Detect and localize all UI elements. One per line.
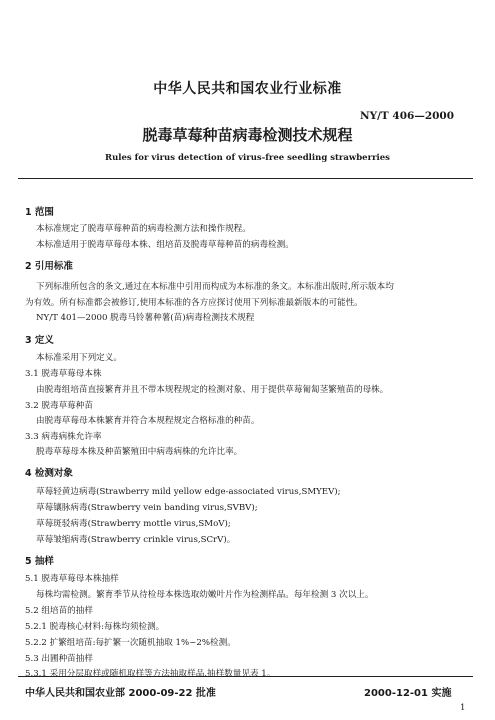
section-5-1-heading: 5.1 脱毒草莓母本株抽样 xyxy=(25,574,119,584)
section-5-heading: 5 抽样 xyxy=(25,556,54,567)
section-2-reference: NY/T 401—2000 脱毒马铃薯种薯(苗)病毒检测技术规程 xyxy=(36,313,255,323)
page-number: 1 xyxy=(460,703,466,713)
section-2-paragraph-line-1: 下列标准所包含的条文,通过在本标准中引用而构成为本标准的条文。本标准出版时,所示版本均 xyxy=(36,282,394,292)
virus-item-smyev: 草莓轻黄边病毒(Strawberry mild yellow edge-associated virus,SMYEV); xyxy=(36,487,341,497)
section-1-paragraph-2: 本标准适用于脱毒草莓母本株、组培苗及脱毒草莓种苗的病毒检测。 xyxy=(36,240,294,250)
section-3-3-text: 脱毒草莓母本株及种苗繁殖田中病毒病株的允许比率。 xyxy=(36,447,243,457)
section-3-1-text: 由脱毒组培苗直接繁育并且不带本规程规定的检测对象、用于提供草莓匍匐茎繁殖苗的母株。 xyxy=(36,385,389,395)
section-3-2-heading: 3.2 脱毒草莓种苗 xyxy=(25,401,93,411)
section-1-heading: 1 范围 xyxy=(25,207,54,218)
virus-item-smov: 草莓斑驳病毒(Strawberry mottle virus,SMoV); xyxy=(36,519,231,529)
section-3-1-heading: 3.1 脱毒草莓母本株 xyxy=(25,369,102,379)
section-5-1-text: 每株均需检测。繁育季节从待检母本株选取幼嫩叶片作为检测样品。每年检测 3 次以上。 xyxy=(36,590,374,600)
section-5-2-heading: 5.2 组培苗的抽样 xyxy=(25,606,93,616)
document-title-english: Rules for virus detection of virus-free seedling strawberries xyxy=(105,153,390,163)
section-4-heading: 4 检测对象 xyxy=(25,468,73,479)
bottom-divider xyxy=(18,676,473,677)
document-title: 脱毒草莓种苗病毒检测技术规程 xyxy=(142,126,353,144)
section-5-2-1: 5.2.1 脱毒核心材料:每株均须检测。 xyxy=(25,622,165,632)
section-5-3-heading: 5.3 出圃种苗抽样 xyxy=(25,654,93,664)
section-2-heading: 2 引用标准 xyxy=(25,261,73,272)
section-3-intro: 本标准采用下列定义。 xyxy=(36,353,122,363)
implementation-date: 2000-12-01 实施 xyxy=(364,688,452,699)
standard-code: NY/T 406—2000 xyxy=(360,110,455,122)
section-1-paragraph-1: 本标准规定了脱毒草莓种苗的病毒检测方法和操作规程。 xyxy=(36,224,251,234)
section-5-2-2: 5.2.2 扩繁组培苗:每扩繁一次随机抽取 1%~2%检测。 xyxy=(25,638,236,648)
virus-item-svbv: 草莓镶脉病毒(Strawberry vein banding virus,SVBV); xyxy=(36,503,258,513)
top-divider xyxy=(18,178,473,179)
section-2-paragraph-line-2: 为有效。所有标准都会被修订,使用本标准的各方应探讨使用下列标准最新版本的可能性。 xyxy=(25,298,363,308)
approval-date: 中华人民共和国农业部 2000-09-22 批准 xyxy=(25,688,216,699)
section-3-heading: 3 定义 xyxy=(25,335,54,346)
section-5-3-1: 5.3.1 采用分层取样或随机取样等方法抽取样品,抽样数量见表 1。 xyxy=(25,669,276,679)
section-3-2-text: 由脱毒草莓母本株繁育并符合本规程规定合格标准的种苗。 xyxy=(36,416,260,426)
section-3-3-heading: 3.3 病毒病株允许率 xyxy=(25,432,102,442)
standard-title: 中华人民共和国农业行业标准 xyxy=(153,81,342,97)
virus-item-scrv: 草莓皱缩病毒(Strawberry crinkle virus,SCrV)。 xyxy=(36,535,236,545)
